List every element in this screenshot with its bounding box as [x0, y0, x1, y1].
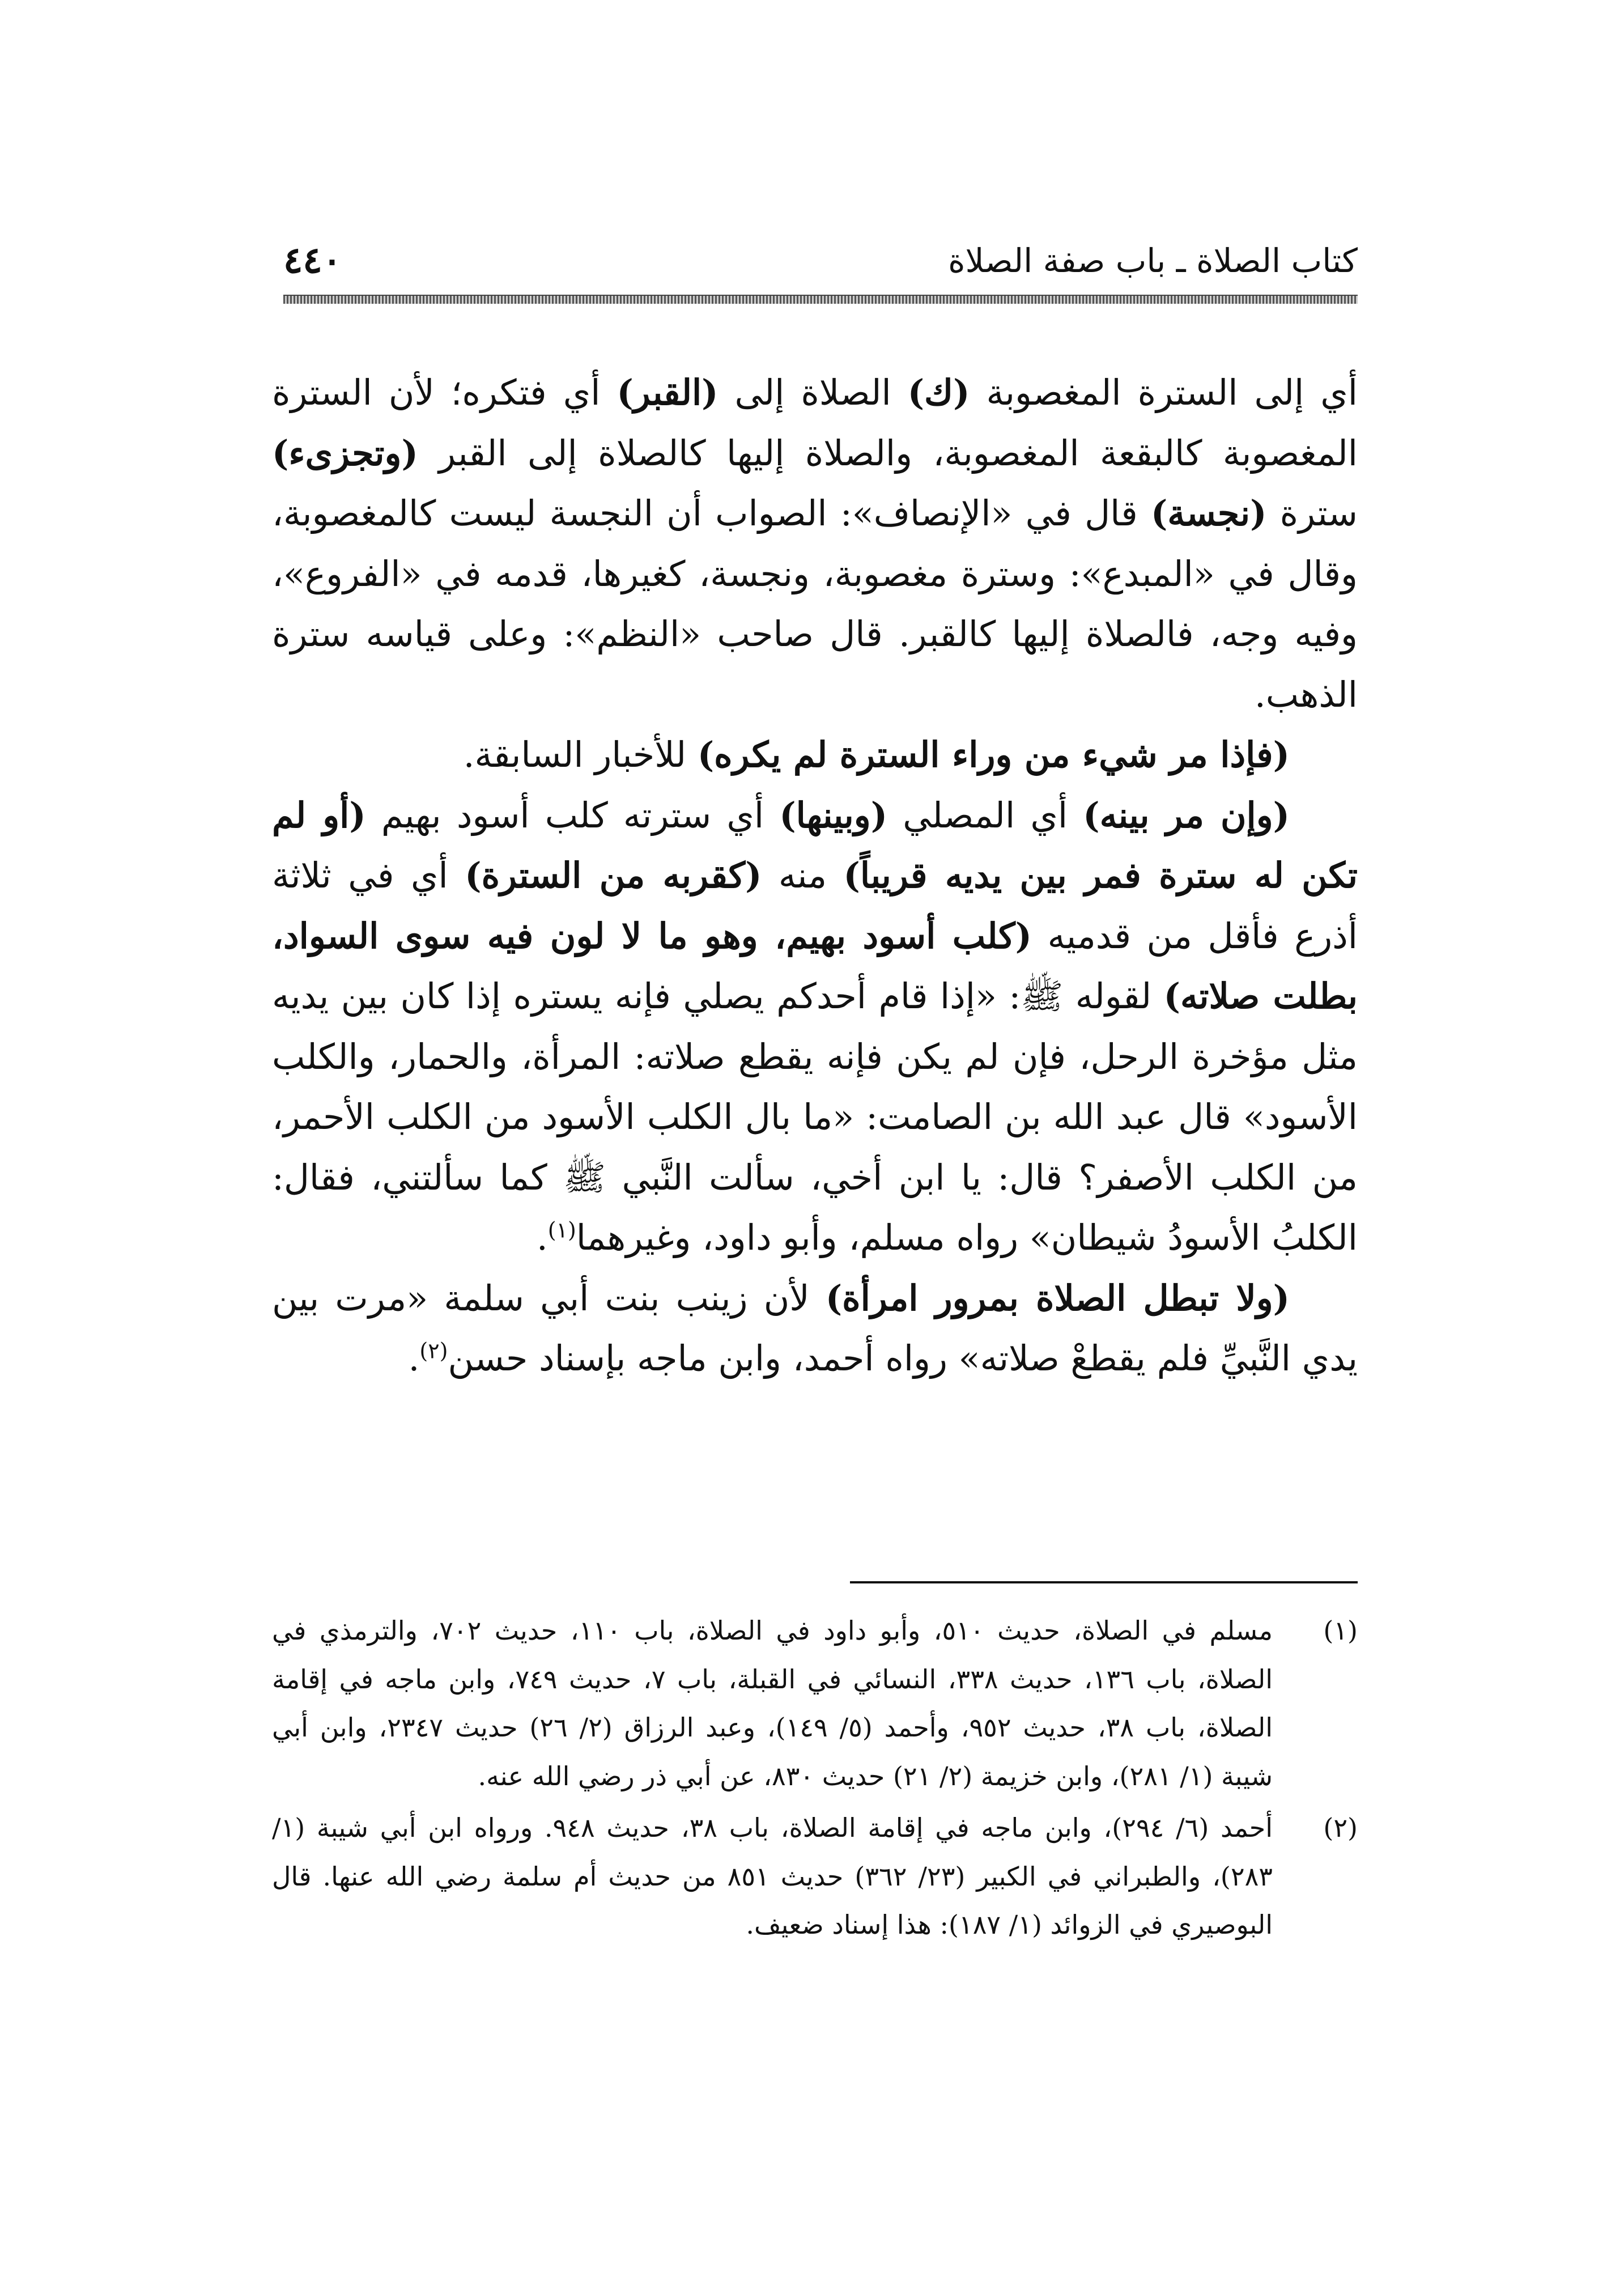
- commentary-text: للأخبار السابقة.: [463, 734, 698, 775]
- footnote-separator: [850, 1581, 1358, 1583]
- commentary-text: أي سترته كلب أسود بهيم: [365, 794, 780, 836]
- footnote-number: (١): [1323, 1615, 1358, 1646]
- commentary-text: سترة: [1266, 492, 1358, 534]
- running-header: [283, 238, 1358, 283]
- body-paragraph: [272, 785, 1358, 1268]
- commentary-text: .: [408, 1337, 420, 1379]
- footnote-text: مسلم في الصلاة، حديث ٥١٠، وأبو داود في الصلاة، باب ١١٠، حديث ٧٠٢، والترمذي في الصلاة، باب ١٣٦، حديث ٣٣٨، النسائي في القبلة، باب ٧، حديث ٧٤٩، وابن ماجه في إقامة الصلاة، باب ٣٨، حديث ٩٥٢، وأحمد (٥/ ١٤٩)، وعبد الرزاق (٢/ ٢٦) حديث ٢٣٤٧، وابن أبي شيبة (١/ ٢٨١)، وابن خزيمة (٢/ ٢١) حديث ٨٣٠، عن أبي ذر رضي الله عنه.: [272, 1615, 1273, 1791]
- chapter-title: كتاب الصلاة ـ باب صفة الصلاة: [948, 241, 1358, 280]
- matn-text: (وإن مر بينه): [1083, 794, 1290, 836]
- header-rule: [283, 295, 1358, 304]
- main-text: [272, 363, 1358, 1389]
- matn-text: (نجسة): [1150, 492, 1267, 534]
- footnote-text: أحمد (٦/ ٢٩٤)، وابن ماجه في إقامة الصلاة، باب ٣٨، حديث ٩٤٨. ورواه ابن أبي شيبة (١/ ٢٨٣)، والطبراني في الكبير (٢٣/ ٣٦٢) حديث ٨٥١ من حديث أم سلمة رضي الله عنها. قال البوصيري في الزوائد (١/ ١٨٧): هذا إسناد ضعيف.: [272, 1812, 1273, 1940]
- footnote-reference: (٢): [419, 1338, 448, 1364]
- matn-text: (كلب أسود بهيم، وهو ما لا لون فيه سوى السواد، بطلت صلاته): [272, 915, 1358, 1017]
- matn-text: (فإذا مر شيء من وراء السترة لم يكره): [697, 734, 1290, 775]
- commentary-text: الصلاة إلى: [718, 372, 908, 413]
- matn-text: (ك): [907, 372, 970, 413]
- commentary-text: أي المصلي: [887, 794, 1083, 836]
- footnote-number: (٢): [1323, 1812, 1358, 1843]
- matn-text: (وتجزىء): [272, 432, 418, 474]
- footnote: [272, 1804, 1358, 1950]
- commentary-text: أي فتكره؛ لأن السترة المغصوبة كالبقعة المغصوبة، والصلاة إليها كالصلاة إلى القبر: [272, 372, 1358, 474]
- matn-text: (كقربه من السترة): [465, 855, 762, 896]
- body-paragraph: [272, 1268, 1358, 1389]
- commentary-text: لأن زينب بنت أبي سلمة «مرت بين يدي النَّبيِّ فلم يقطعْ صلاته» رواه أحمد، وابن ماجه بإسناد حسن: [272, 1277, 1358, 1379]
- footnote-reference: (١): [547, 1217, 576, 1243]
- matn-text: (أو لم تكن له سترة فمر بين يديه قريباً): [272, 794, 1358, 896]
- footnote: [272, 1607, 1358, 1801]
- commentary-text: أي في ثلاثة أذرع فأقل من قدميه: [272, 855, 1358, 957]
- body-paragraph: [272, 725, 1358, 785]
- page-number: ٤٤٠: [283, 239, 342, 282]
- commentary-text: لقوله ﷺ: «إذا قام أحدكم يصلي فإنه يستره إذا كان بين يديه مثل مؤخرة الرحل، فإن لم يكن فإنه يقطع صلاته: المرأة، والحمار، والكلب الأسود» قال عبد الله بن الصامت: «ما بال الكلب الأسود من الكلب الأحمر، من الكلب الأصفر؟ قال: يا ابن أخي، سألت النَّبي ﷺ كما سألتني، فقال: الكلبُ الأسودُ شيطان» رواه مسلم، وأبو داود، وغيرهما: [272, 975, 1358, 1258]
- body-paragraph: [272, 363, 1358, 725]
- commentary-text: منه: [762, 855, 844, 896]
- matn-text: (ولا تبطل الصلاة بمرور امرأة): [825, 1277, 1290, 1319]
- footnotes: [272, 1607, 1358, 1953]
- commentary-text: .: [536, 1217, 548, 1258]
- commentary-text: قال في «الإنصاف»: الصواب أن النجسة ليست كالمغصوبة، وقال في «المبدع»: وسترة مغصوبة، ونجسة، كغيرها، قدمه في «الفروع»، وفيه وجه، فالصلاة إليها كالقبر. قال صاحب «النظم»: وعلى قياسه سترة الذهب.: [272, 492, 1358, 715]
- matn-text: (وبينها): [779, 794, 888, 836]
- commentary-text: أي إلى السترة المغصوبة: [970, 372, 1358, 413]
- matn-text: (القبر): [617, 372, 719, 413]
